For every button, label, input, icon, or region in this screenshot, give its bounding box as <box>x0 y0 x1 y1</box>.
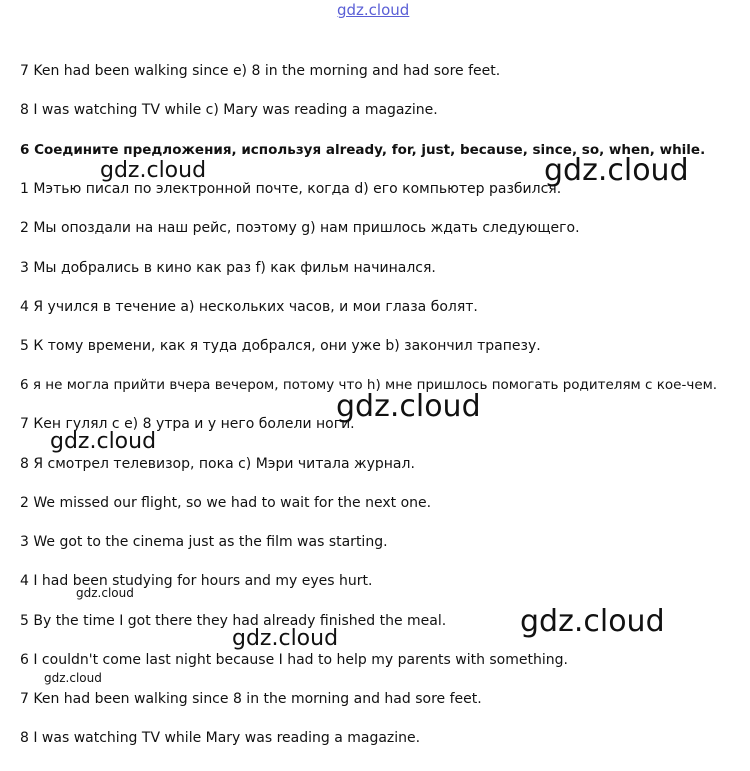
translation-line: 4 Я учился в течение a) нескольких часов, и мои глаза болят. <box>20 299 478 315</box>
watermark: gdz.cloud <box>520 604 665 639</box>
translation-line: 3 Мы добрались в кино как раз f) как фильм начинался. <box>20 260 436 276</box>
watermark: gdz.cloud <box>50 429 157 454</box>
answer-line: 5 By the time I got there they had already finished the meal. <box>20 613 447 629</box>
translation-line: 7 Кен гулял с e) 8 утра и у него болели ноги. <box>20 416 355 432</box>
translation-line: 2 Мы опоздали на наш рейс, поэтому g) нам пришлось ждать следующего. <box>20 220 580 236</box>
watermark-top[interactable]: gdz.cloud <box>337 1 410 19</box>
answer-line: 7 Ken had been walking since 8 in the morning and had sore feet. <box>20 691 482 707</box>
watermark: gdz.cloud <box>232 626 339 651</box>
translation-line: 1 Мэтью писал по электронной почте, когда d) его компьютер разбился. <box>20 181 562 197</box>
answer-line: 7 Ken had been walking since e) 8 in the morning and had sore feet. <box>20 63 501 79</box>
watermark: gdz.cloud <box>100 158 207 183</box>
answer-line: 6 I couldn't come last night because I had to help my parents with something. <box>20 652 568 668</box>
translation-line: 5 К тому времени, как я туда добрался, они уже b) закончил трапезу. <box>20 338 541 354</box>
answer-line: 8 I was watching TV while Mary was reading a magazine. <box>20 730 421 746</box>
watermark: gdz.cloud <box>76 586 134 600</box>
exercise-heading: 6 Соедините предложения, используя already, for, just, because, since, so, when, while. <box>20 142 706 158</box>
watermark: gdz.cloud <box>44 671 102 685</box>
answer-line: 3 We got to the cinema just as the film was starting. <box>20 534 388 550</box>
translation-line: 8 Я смотрел телевизор, пока c) Мэри читала журнал. <box>20 456 415 472</box>
watermark: gdz.cloud <box>336 389 481 424</box>
answer-line: 4 I had been studying for hours and my eyes hurt. <box>20 573 373 589</box>
translation-line: 6 я не могла прийти вчера вечером, потому что h) мне пришлось помогать родителям с кое-чем. <box>20 377 718 393</box>
answer-line: 2 We missed our flight, so we had to wait for the next one. <box>20 495 432 511</box>
answer-line: 8 I was watching TV while c) Mary was reading a magazine. <box>20 102 438 118</box>
watermark: gdz.cloud <box>544 153 689 188</box>
